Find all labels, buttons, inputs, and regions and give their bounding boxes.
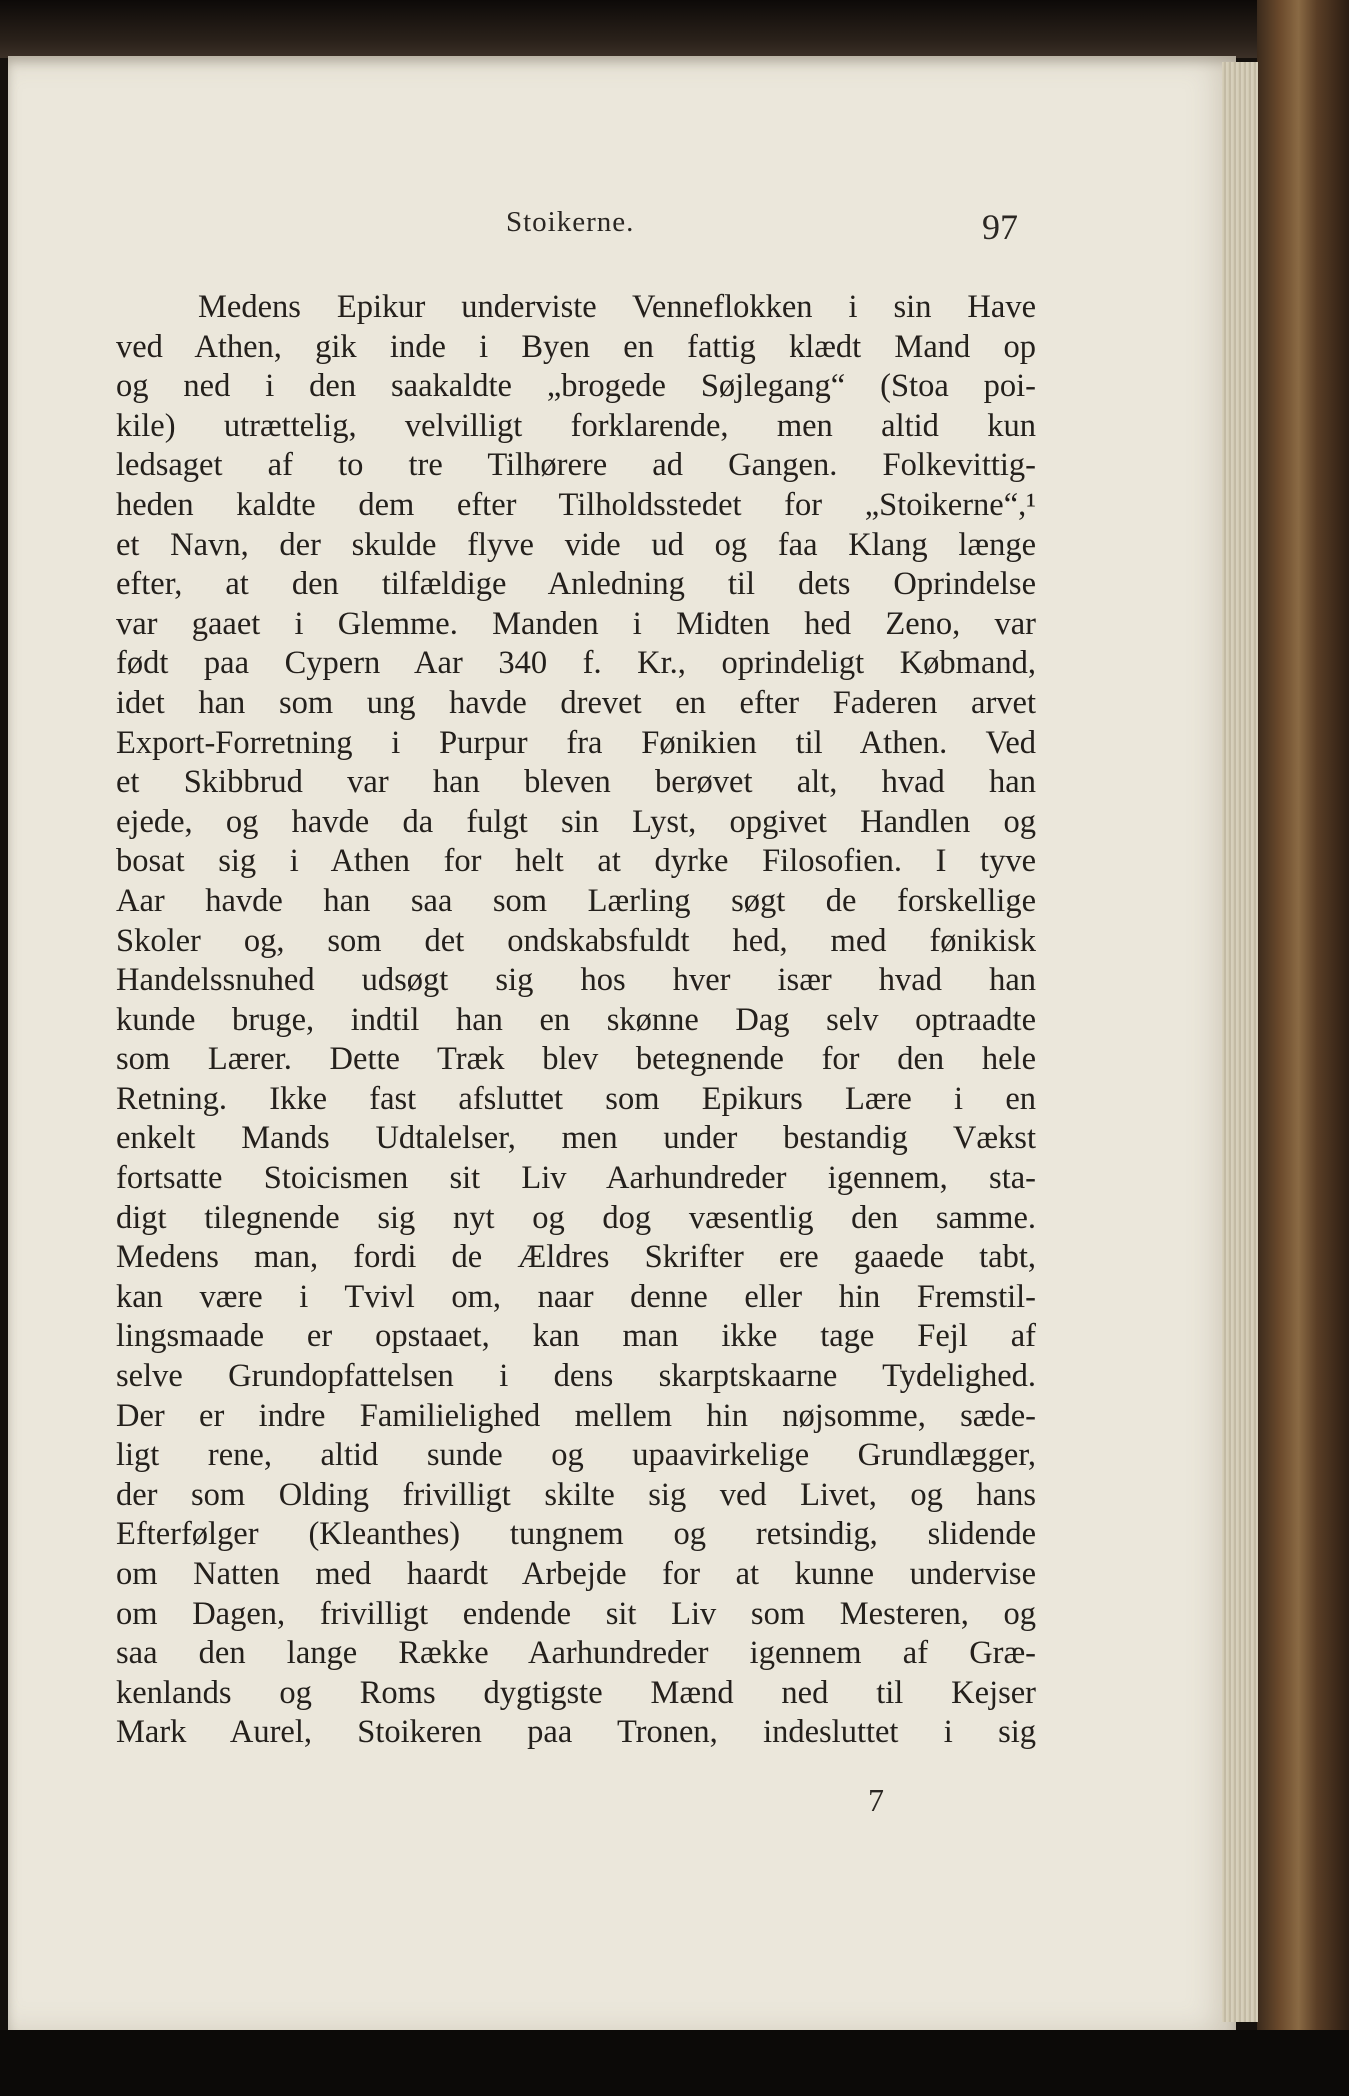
text-line: fortsatte Stoicismen sit Liv Aarhundreder igennem, sta-: [116, 1160, 1036, 1197]
text-line: Mark Aurel, Stoikeren paa Tronen, indesluttet i sig: [116, 1714, 1036, 1751]
text-line: Medens Epikur underviste Venneflokken i sin Have: [198, 289, 1036, 325]
scan-top-border: [0, 0, 1349, 58]
text-line: ledsaget af to tre Tilhørere ad Gangen. Folkevittig-: [116, 447, 1036, 484]
text-line: kile) utrættelig, velvilligt forklarende, men altid kun: [116, 407, 1036, 444]
text-line: kan være i Tvivl om, naar denne eller hin Fremstil-: [116, 1278, 1036, 1315]
text-line: kenlands og Roms dygtigste Mænd ned til Kejser: [116, 1674, 1036, 1711]
book-spine: [1257, 0, 1349, 2096]
text-line: Medens man, fordi de Ældres Skrifter ere gaaede tabt,: [116, 1239, 1036, 1276]
text-line: kunde bruge, indtil han en skønne Dag selv optraadte: [116, 1001, 1036, 1038]
text-line: om Dagen, frivilligt endende sit Liv som Mesteren, og: [116, 1595, 1036, 1632]
text-line: et Navn, der skulde flyve vide ud og faa Klang længe: [116, 526, 1036, 563]
text-line: var gaaet i Glemme. Manden i Midten hed Zeno, var: [116, 605, 1036, 642]
text-line: saa den lange Række Aarhundreder igennem af Græ-: [116, 1635, 1036, 1672]
text-line: bosat sig i Athen for helt at dyrke Filosofien. I tyve: [116, 843, 1036, 880]
running-title: Stoikerne.: [506, 206, 635, 238]
body-text: [116, 288, 1036, 1753]
scan-bottom-border: [0, 2030, 1349, 2096]
text-line: Der er indre Familielighed mellem hin nøjsomme, sæde-: [116, 1397, 1036, 1434]
text-line: selve Grundopfattelsen i dens skarptskaarne Tydelighed.: [116, 1358, 1036, 1395]
text-line: Export-Forretning i Purpur fra Fønikien til Athen. Ved: [116, 724, 1036, 761]
text-line: ejede, og havde da fulgt sin Lyst, opgivet Handlen og: [116, 803, 1036, 840]
text-line: enkelt Mands Udtalelser, men under bestandig Vækst: [116, 1120, 1036, 1157]
text-line: lingsmaade er opstaaet, kan man ikke tage Fejl af: [116, 1318, 1036, 1355]
text-line: der som Olding frivilligt skilte sig ved Livet, og hans: [116, 1476, 1036, 1513]
text-line: Aar havde han saa som Lærling søgt de forskellige: [116, 882, 1036, 919]
text-line: idet han som ung havde drevet en efter Faderen arvet: [116, 684, 1036, 721]
page-number: 97: [982, 207, 1018, 247]
signature-mark: 7: [868, 1782, 884, 1818]
text-line: om Natten med haardt Arbejde for at kunne undervise: [116, 1556, 1036, 1592]
text-line: som Lærer. Dette Træk blev betegnende for den hele: [116, 1041, 1036, 1078]
text-line: Efterfølger (Kleanthes) tungnem og retsindig, slidende: [116, 1516, 1036, 1553]
page-edges: [1222, 62, 1258, 2022]
text-line: Skoler og, som det ondskabsfuldt hed, med fønikisk: [116, 922, 1036, 959]
text-line: og ned i den saakaldte „brogede Søjlegang“ (Stoa poi-: [116, 368, 1036, 405]
text-line: heden kaldte dem efter Tilholdsstedet for „Stoikerne“,¹: [116, 486, 1036, 523]
text-line: ved Athen, gik inde i Byen en fattig klædt Mand op: [116, 328, 1036, 365]
text-line: født paa Cypern Aar 340 f. Kr., oprindeligt Købmand,: [116, 645, 1036, 682]
text-line: ligt rene, altid sunde og upaavirkelige Grundlægger,: [116, 1437, 1036, 1474]
text-line: Handelssnuhed udsøgt sig hos hver især hvad han: [116, 962, 1036, 999]
text-line: Retning. Ikke fast afsluttet som Epikurs Lære i en: [116, 1080, 1036, 1117]
text-line: et Skibbrud var han bleven berøvet alt, hvad han: [116, 764, 1036, 801]
text-line: efter, at den tilfældige Anledning til dets Oprindelse: [116, 566, 1036, 603]
text-line: digt tilegnende sig nyt og dog væsentlig den samme.: [116, 1199, 1036, 1236]
